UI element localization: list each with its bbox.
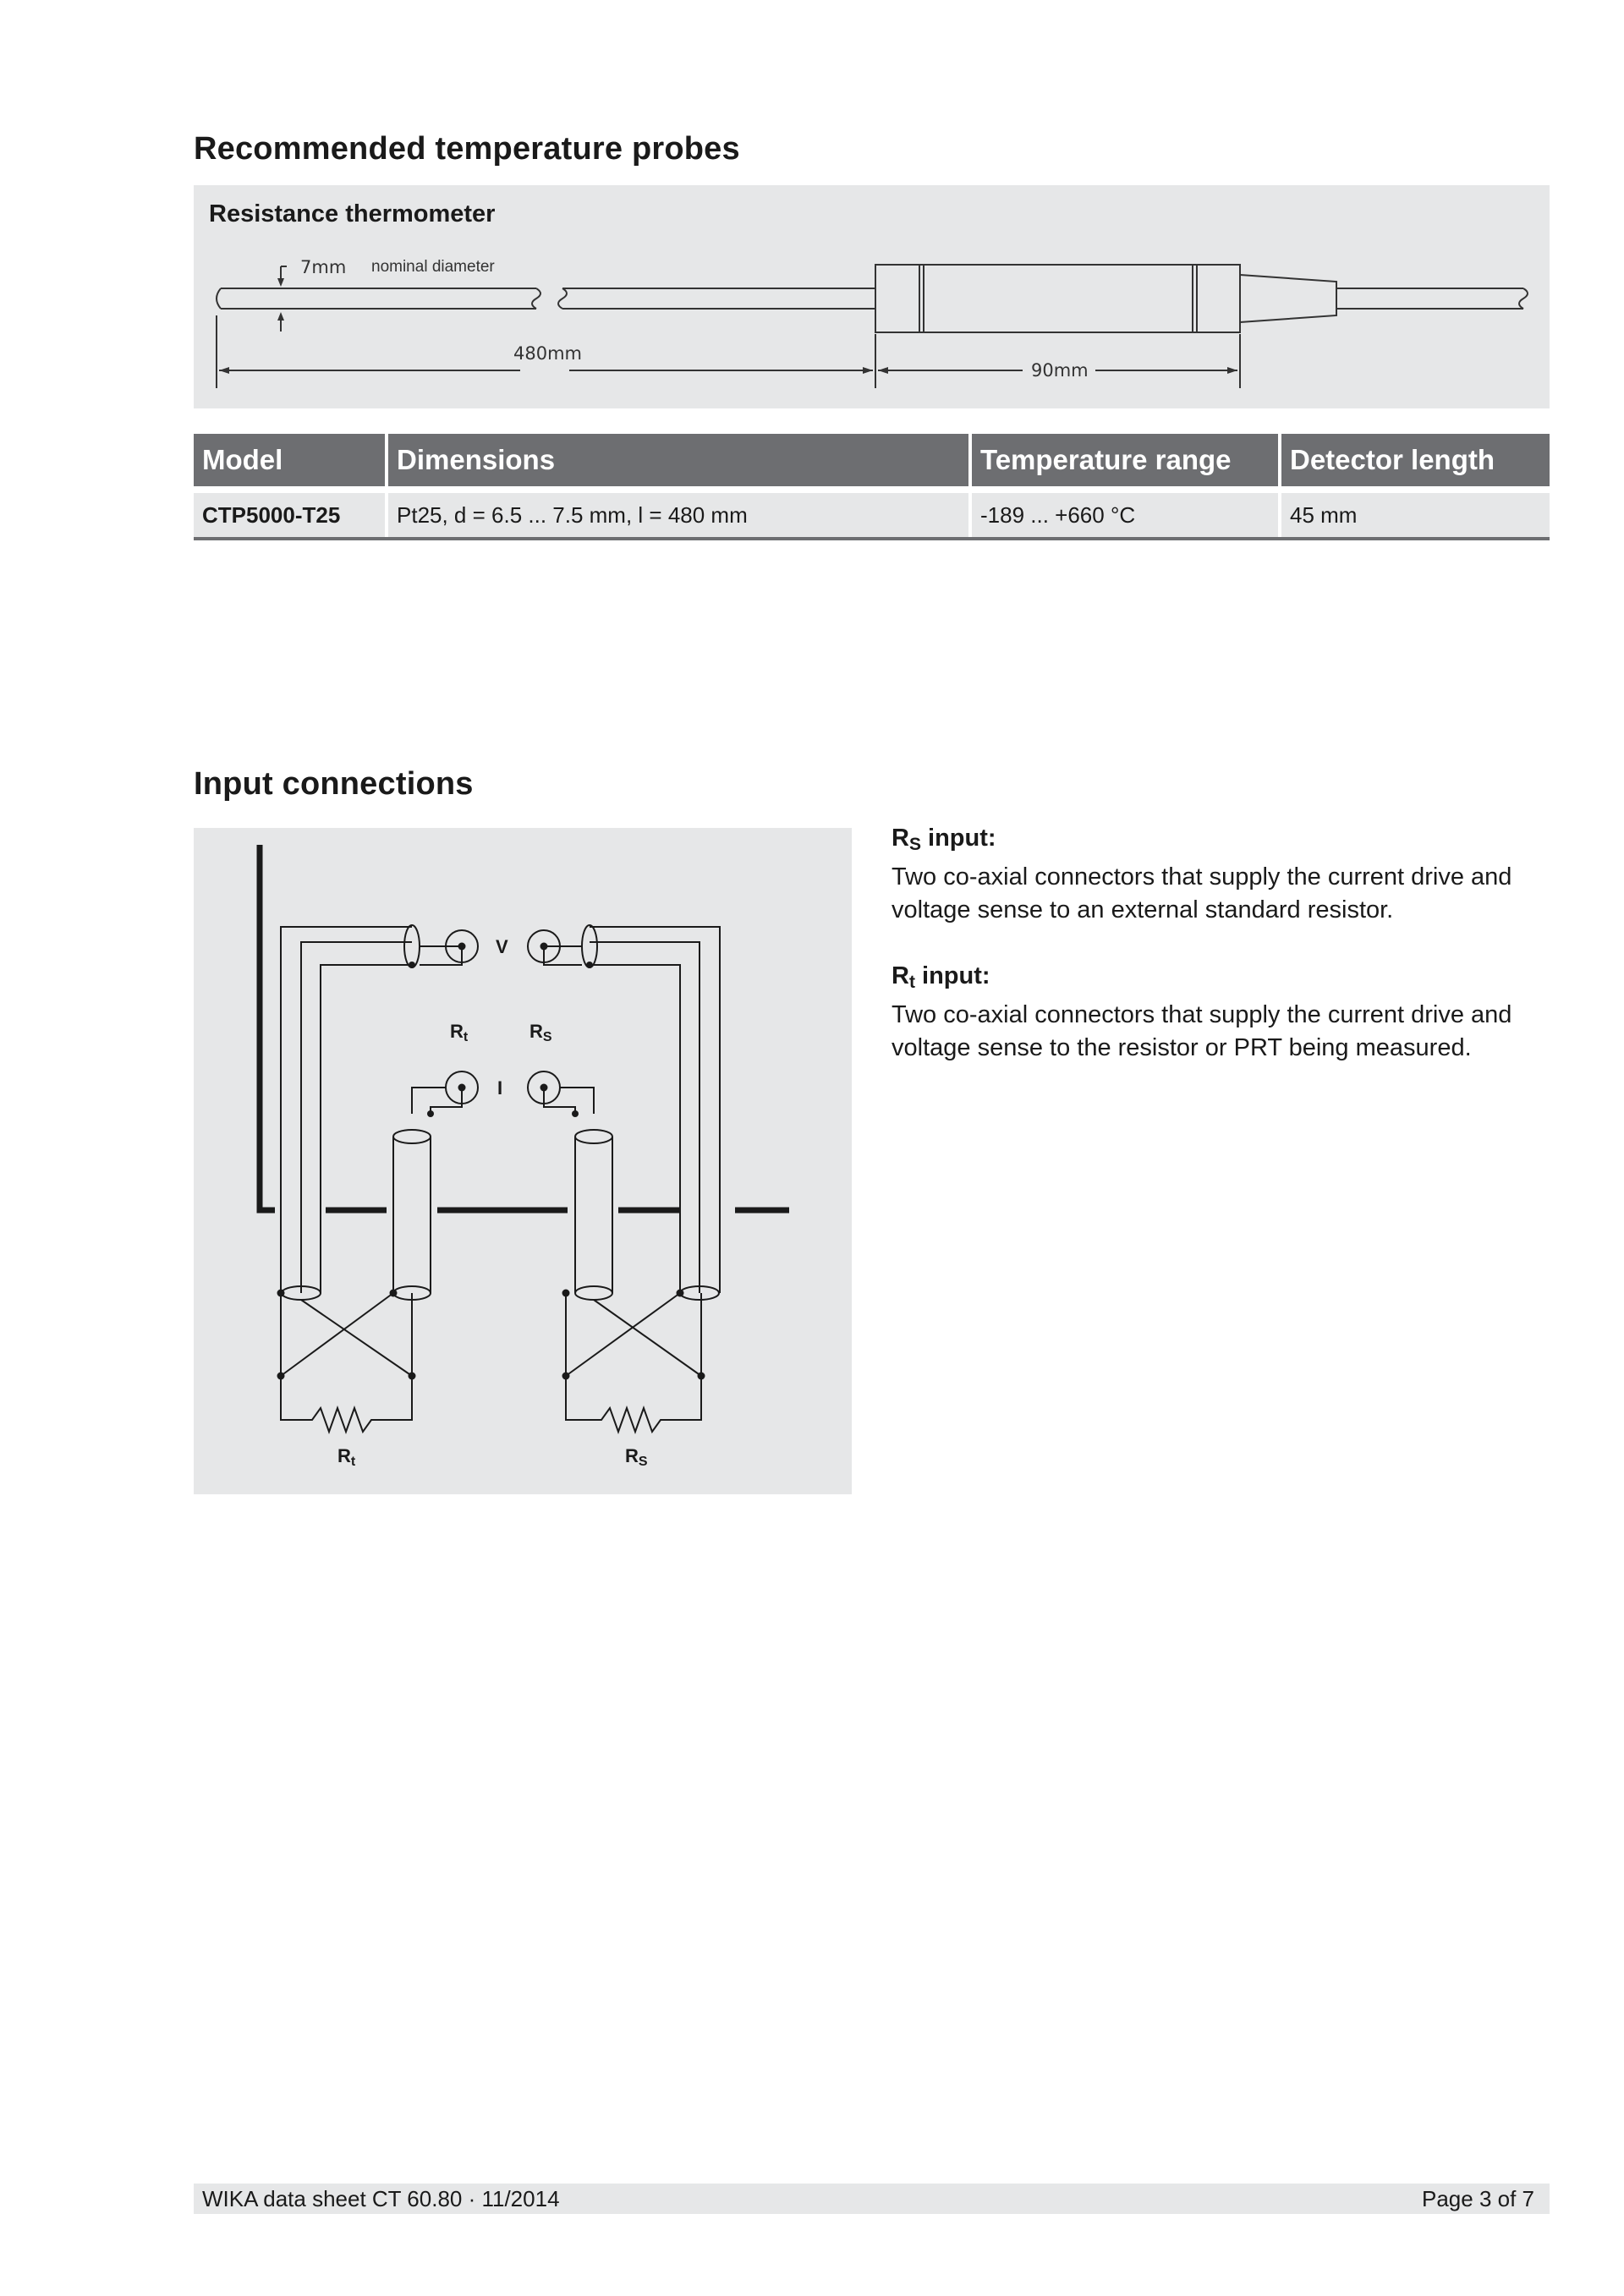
diagram-label-rs-bottom: RS: [625, 1445, 648, 1469]
table-row: [194, 493, 1550, 539]
diameter-label: 7mm: [300, 257, 347, 277]
cell-model: CTP5000-T25: [194, 493, 387, 539]
diameter-note: nominal diameter: [371, 258, 495, 276]
header-model: Model: [194, 434, 387, 486]
diagram-label-v: V: [496, 936, 508, 957]
cell-temperature-range: -189 ... +660 °C: [970, 493, 1280, 539]
rt-input-text: Two co-axial connectors that supply the current drive and voltage sense to the resistor or PRT being measured.: [892, 1001, 1512, 1061]
length-total-label: 480mm: [513, 343, 582, 364]
cell-detector-length: 45 mm: [1280, 493, 1550, 539]
header-temperature-range: Temperature range: [970, 434, 1280, 486]
table-header-row: [194, 434, 1550, 486]
footer-page-number: Page 3 of 7: [1422, 2186, 1534, 2211]
footer-document-id: WIKA data sheet CT 60.80 · 11/2014: [202, 2186, 560, 2211]
connection-diagram: [194, 828, 852, 1494]
cell-dimensions: Pt25, d = 6.5 ... 7.5 mm, l = 480 mm: [387, 493, 970, 539]
diagram-label-rt-top: Rt: [450, 1021, 469, 1044]
probe-spec-table: [194, 434, 1550, 540]
header-dimensions: Dimensions: [387, 434, 970, 486]
header-detector-length: Detector length: [1280, 434, 1550, 486]
probe-drawing-panel: [194, 185, 1550, 408]
rt-input-heading: $R_t$ input:: [892, 962, 990, 992]
connection-diagram-panel: [194, 828, 852, 1494]
length-handle-label: 90mm: [1031, 360, 1089, 381]
diagram-label-rs-top: RS: [529, 1021, 552, 1044]
input-descriptions: [892, 822, 1534, 1065]
diagram-label-i: I: [497, 1077, 503, 1099]
probe-drawing: [194, 185, 1550, 408]
probe-drawing-label: Resistance thermometer: [209, 200, 496, 227]
section-title-probes: Recommended temperature probes: [194, 131, 740, 167]
rs-input-text: Two co-axial connectors that supply the current drive and voltage sense to an external standard resistor.: [892, 863, 1512, 923]
rs-input-heading: $R_S$ input:: [892, 825, 996, 854]
diagram-label-rt-bottom: Rt: [337, 1445, 356, 1469]
page-footer: [194, 2184, 1550, 2214]
section-title-inputs: Input connections: [194, 766, 474, 802]
